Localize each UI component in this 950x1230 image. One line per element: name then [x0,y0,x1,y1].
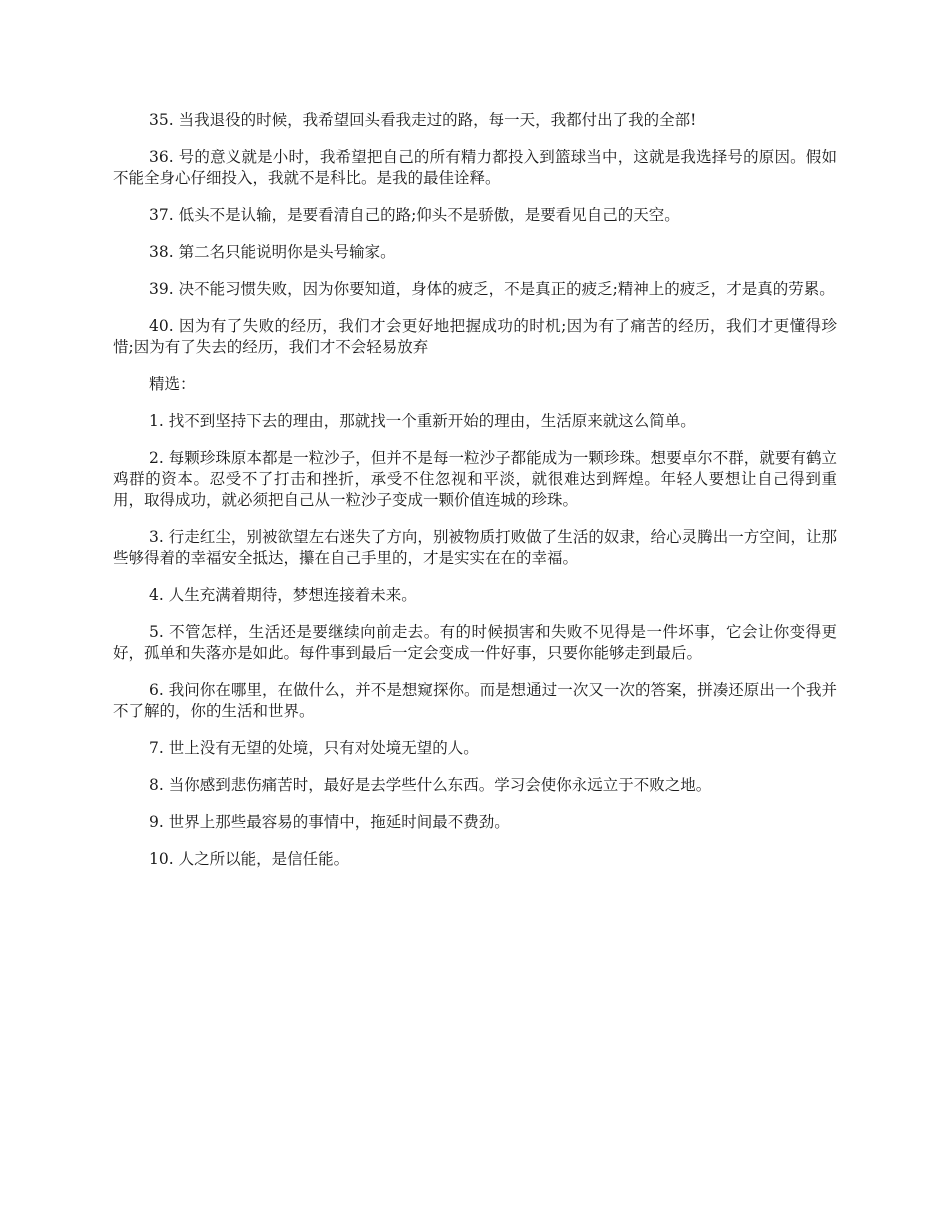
paragraph-quote-39: 39. 决不能习惯失败，因为你要知道，身体的疲乏，不是真正的疲乏;精神上的疲乏，才是真的劳累。 [149,280,835,298]
paragraph-quote-36: 36. 号的意义就是小时，我希望把自己的所有精力都投入到篮球当中，这就是我选择号的原因。假如不能全身心仔细投入，我就不是科比。是我的最佳诠释。 [113,148,837,187]
paragraph-quote-38: 38. 第二名只能说明你是头号输家。 [149,243,396,261]
paragraph-selected-3: 3. 行走红尘，别被欲望左右迷失了方向，别被物质打败做了生活的奴隶，给心灵腾出一方空间，让那些够得着的幸福安全抵达，攥在自己手里的，才是实实在在的幸福。 [113,528,837,567]
document-body [113,110,837,886]
paragraph-selected-7: 7. 世上没有无望的处境，只有对处境无望的人。 [149,739,479,757]
section-heading-selected: 精选： [149,375,196,393]
paragraph-selected-5: 5. 不管怎样，生活还是要继续向前走去。有的时候损害和失败不见得是一件坏事，它会让你变得更好，孤单和失落亦是如此。每件事到最后一定会变成一件好事，只要你能够走到最后。 [113,623,837,662]
paragraph-selected-1: 1. 找不到坚持下去的理由，那就找一个重新开始的理由，生活原来就这么简单。 [149,412,696,430]
paragraph-selected-4: 4. 人生充满着期待，梦想连接着未来。 [149,586,417,604]
paragraph-quote-40: 40. 因为有了失败的经历，我们才会更好地把握成功的时机;因为有了痛苦的经历，我们才更懂得珍惜;因为有了失去的经历，我们才不会轻易放弃 [113,317,837,356]
paragraph-quote-37: 37. 低头不是认输，是要看清自己的路;仰头不是骄傲，是要看见自己的天空。 [149,206,680,224]
paragraph-quote-35: 35. 当我退役的时候，我希望回头看我走过的路，每一天，我都付出了我的全部! [149,111,697,129]
paragraph-selected-6: 6. 我问你在哪里，在做什么，并不是想窥探你。而是想通过一次又一次的答案，拼凑还原出一个我并不了解的，你的生活和世界。 [113,681,837,720]
paragraph-selected-9: 9. 世界上那些最容易的事情中，拖延时间最不费劲。 [149,813,510,831]
paragraph-selected-10: 10. 人之所以能，是信任能。 [149,850,350,868]
paragraph-selected-2: 2. 每颗珍珠原本都是一粒沙子，但并不是每一粒沙子都能成为一颗珍珠。想要卓尔不群，就要有鹤立鸡群的资本。忍受不了打击和挫折，承受不住忽视和平淡，就很难达到辉煌。年轻人要想让自己得到重用，取得成功，就必须把自己从一粒沙子变成一颗价值连城的珍珠。 [113,449,837,509]
paragraph-selected-8: 8. 当你感到悲伤痛苦时，最好是去学些什么东西。学习会使你永远立于不败之地。 [149,776,712,794]
